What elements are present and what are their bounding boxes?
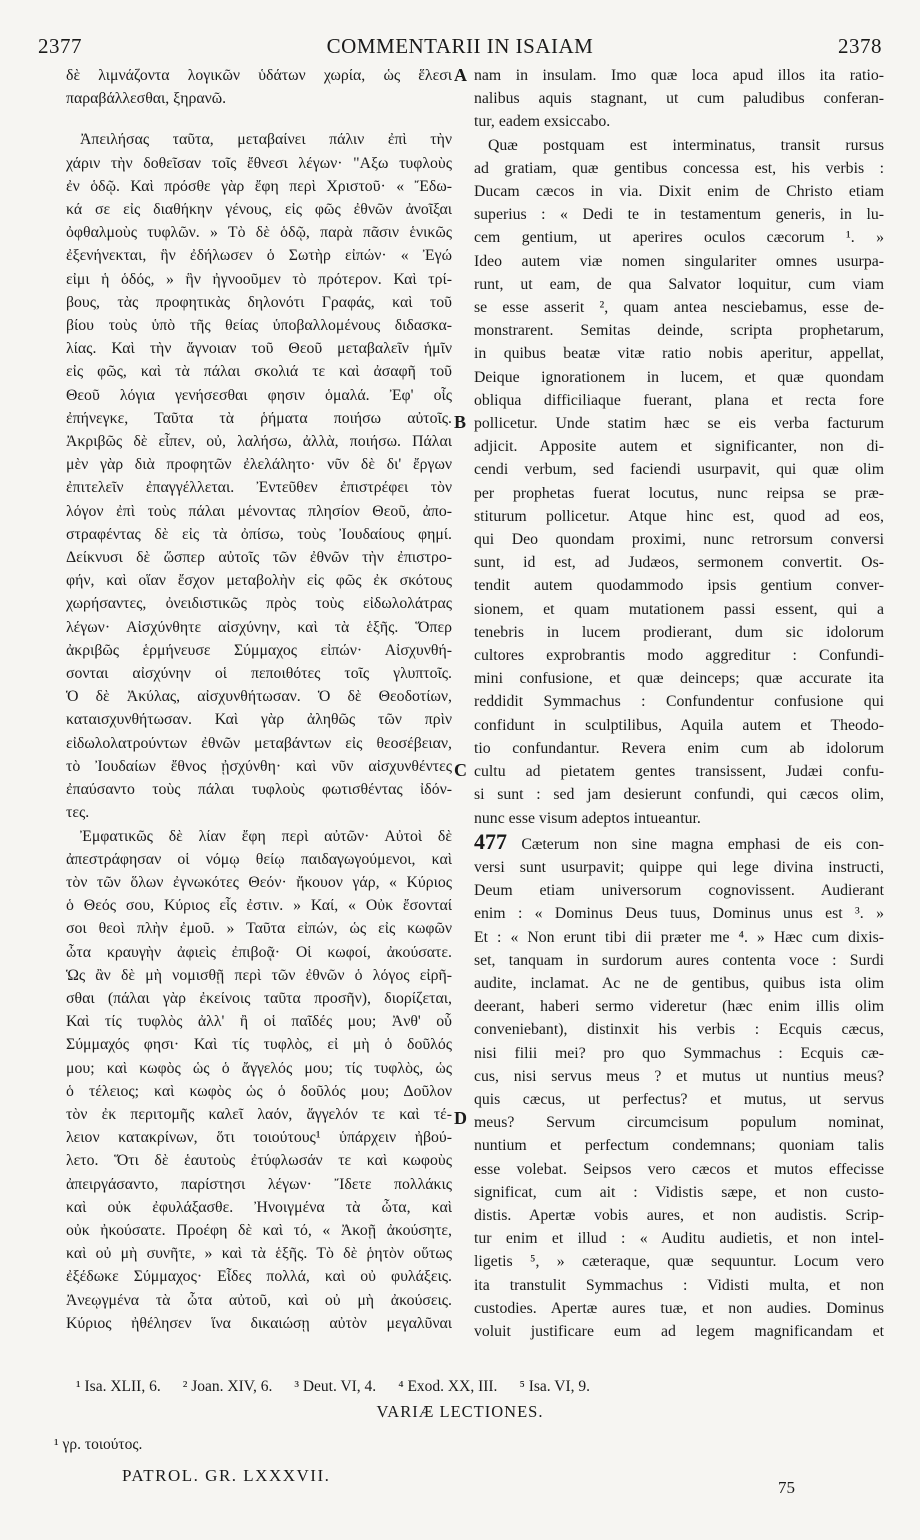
greek-line-text: Ὁ δὲ Ἀκύλας, αἰσχυνθήτωσαν. Ὁ δὲ Θεοδοτίων, <box>66 688 452 706</box>
latin-text-line <box>474 435 884 458</box>
latin-text-line <box>474 1181 884 1204</box>
greek-text-line <box>66 755 452 778</box>
greek-line-text: ἐξενήνεκται, ἣν ἐδήλωσεν ὁ Σωτὴρ εἰπών· « Ἐγώ <box>66 247 452 265</box>
latin-text-line <box>474 760 884 783</box>
latin-text-line <box>474 783 884 806</box>
latin-line-text: cultu ad pietatem gentes transissent, Judæi confu- <box>474 763 884 781</box>
latin-line-text: in quibus beatæ vitæ ratio nobis aperitur, appellat, <box>474 345 884 363</box>
greek-text-line <box>66 1196 452 1219</box>
greek-line-text: ἀκριβῶς ἑρμήνευσε Σύμμαχος εἰπών· Αἰσχυνθή- <box>66 641 452 659</box>
footnote: ³ Deut. VI, 4. <box>294 1378 377 1395</box>
latin-text-line <box>474 366 884 389</box>
greek-line-text: τὸν ἐκ περιτομῆς καλεῖ λαόν, ἄγγελόν τε καὶ τέ- <box>66 1105 452 1123</box>
greek-line-text: σονται αἰσχύνην οἱ πεποιθότες τοῖς γλυπτοῖς. <box>66 665 452 683</box>
greek-text-line <box>66 407 452 430</box>
greek-line-text: λειον κατακρίνων, ὅτι τοιούτους¹ ὑπάρχειν ἠβού- <box>66 1129 452 1147</box>
greek-line-text: χωρήσαντες, ὀνειδιστικῶς πρὸς τοὺς εἰδωλολάτρας <box>66 595 452 613</box>
greek-text-line <box>66 291 452 314</box>
latin-text-line <box>474 737 884 760</box>
greek-line-text: δὲ λιμνάζοντα λογικῶν ὑδάτων χωρία, ὡς ἕλεσι <box>66 67 452 84</box>
greek-text-line <box>66 175 452 198</box>
latin-line-text: Et : « Non erunt tibi dii præter me ⁴. » Hæc cum dixis- <box>474 928 884 946</box>
greek-line-text: Κύριος ἠθέλησεν ἵνα δικαιώσῃ αὐτὸν μεγαλῦναι <box>66 1314 452 1332</box>
greek-line-text: μου; καὶ κωφὸς ὡς ὁ ἄγγελός μου; τίς τυφλὸς, ὡς <box>66 1059 452 1077</box>
greek-line-text: ἀπειργάσαντο, παρίστησι λέγων· Ἴδετε πολλάκις <box>66 1175 452 1193</box>
greek-line-text: Ὡς ἂν δὲ μὴ νομισθῇ περὶ τῶν ἐθνῶν ὁ λόγος εἰρῆ- <box>66 966 452 984</box>
latin-line-text: nunc esse visum adeptos intueantur. <box>474 809 701 827</box>
latin-text-line <box>474 714 884 737</box>
latin-text-line <box>474 110 884 133</box>
latin-text-line <box>474 1297 884 1320</box>
latin-text-line <box>474 995 884 1018</box>
greek-text-line <box>66 987 452 1010</box>
latin-line-text: tio confundantur. Revera enim cum ab idolorum <box>474 739 884 757</box>
greek-line-text: λίας. Καὶ τὴν ἄγνοιαν τοῦ Θεοῦ μεταβαλεῖν ἡμῖν <box>66 340 452 358</box>
greek-text-line <box>66 894 452 917</box>
latin-text-line <box>474 879 884 902</box>
greek-text-line <box>66 1242 452 1265</box>
greek-text-line <box>66 476 452 499</box>
greek-line-text: ὁ Θεός σου, Κύριος εἷς ἐστιν. » Καί, « Οὐκ ἔσονταί <box>66 897 452 915</box>
footnote: ² Joan. XIV, 6. <box>182 1378 273 1395</box>
latin-line-text: sionem, et quam mutationem passi essent, qui a <box>474 600 884 618</box>
page-number-left: 2377 <box>38 34 82 58</box>
latin-line-text: obliqua difficiliaque fuerant, plana et recta fore <box>474 391 884 409</box>
latin-text-line <box>474 621 884 644</box>
latin-text-line <box>474 134 884 157</box>
latin-text-line <box>474 1250 884 1273</box>
latin-text-line <box>474 902 884 925</box>
latin-text-line <box>474 1134 884 1157</box>
greek-text-line <box>66 337 452 360</box>
greek-line-text: καταισχυνθήτωσαν. Καὶ γὰρ ἀληθῶς τῶν πρὶν <box>66 711 452 729</box>
latin-column <box>474 64 884 1343</box>
greek-text-line <box>66 708 452 731</box>
greek-text-line <box>66 1173 452 1196</box>
greek-text-line <box>66 546 452 569</box>
footnote: ¹ Isa. XLII, 6. <box>76 1378 161 1395</box>
greek-text-line <box>66 244 452 267</box>
margin-letter-c: C <box>454 760 467 780</box>
greek-text-line <box>66 64 452 87</box>
greek-text-line <box>66 1219 452 1242</box>
variae-lectiones-title: VARIÆ LECTIONES. <box>376 1402 544 1421</box>
latin-line-text: confidunt in sculptilibus, Aquila autem et Theodo- <box>474 716 884 734</box>
page-number-right: 2378 <box>838 34 882 58</box>
greek-text-line <box>66 639 452 662</box>
greek-line-text: καὶ οὐ μὴ συνῆτε, » καὶ τὰ ἑξῆς. Τὸ δὲ ῥητὸν οὕτως <box>66 1245 452 1263</box>
greek-line-text: καὶ οὐκ ἐφυλάξασθε. Ἠνοιγμένα τὰ ὦτα, καὶ <box>66 1198 452 1216</box>
latin-line-text: meus? Servum circumcisum populum nominat, <box>474 1114 884 1132</box>
latin-text-line <box>474 1088 884 1111</box>
latin-line-text: superius : « Dedi te in testamentum generis, in lu- <box>474 206 884 224</box>
greek-text-line <box>66 569 452 592</box>
signature-mark: 75 <box>778 1478 795 1497</box>
greek-text-line <box>66 1126 452 1149</box>
running-head <box>38 34 882 58</box>
greek-text-line <box>66 1289 452 1312</box>
latin-line-text: cem gentium, ut aperires oculos cæcorum ¹. » <box>474 229 884 247</box>
latin-text-line <box>474 296 884 319</box>
greek-line-text: Ἀνεῳγμένα τὰ ὦτα αὐτοῦ, καὶ οὐ μὴ ἀκούσεις. <box>66 1291 452 1309</box>
greek-text-line <box>66 128 452 151</box>
latin-text-line <box>474 273 884 296</box>
greek-text-line <box>66 268 452 291</box>
greek-line-text: Θεοῦ λόγια γενήσεσθαι φησιν ὁμαλά. Ἐφ' οἷς <box>66 386 452 404</box>
latin-line-text: nalibus aquis stagnant, ut cum paludibus conferan- <box>474 90 884 108</box>
greek-line-text: στραφέντας δὲ εἰς τὰ ὀπίσω, τοὺς Ἰουδαίους φημί. <box>66 525 452 543</box>
greek-line-text: φήν, καὶ οἵαν ἔσχον μεταβολὴν εἰς φῶς ἐκ σκότους <box>66 572 452 590</box>
latin-text-line <box>474 667 884 690</box>
greek-paragraph-break <box>66 110 452 128</box>
latin-text-line <box>474 1227 884 1250</box>
latin-text-line <box>474 1320 884 1343</box>
latin-line-text: Quæ postquam est interminatus, transit rursus <box>488 136 884 154</box>
column-number: 477 <box>474 829 507 854</box>
latin-line-text: tendit autem quodammodo ipsis gentium conver- <box>474 577 884 595</box>
latin-line-text: Deum etiam universorum cognovissent. Audierant <box>474 882 884 900</box>
greek-line-text: τὸ Ἰουδαίων ἔθνος ᾐσχύνθη· καὶ νῦν αἰσχυνθέντες <box>66 757 452 775</box>
latin-text-line <box>474 972 884 995</box>
latin-line-text: sunt, id est, ad Judæos, sermonem convertit. Os- <box>474 554 884 572</box>
latin-text-line <box>474 1065 884 1088</box>
greek-line-text: παραβάλλεσθαι, ξηρανῶ. <box>66 90 227 108</box>
greek-text-line <box>66 964 452 987</box>
greek-line-text: τες. <box>66 804 90 822</box>
latin-text-line <box>474 1204 884 1227</box>
variant-reading: ¹ γρ. τοιούτος. <box>54 1436 143 1453</box>
greek-line-text: Ἀπειλήσας ταῦτα, μεταβαίνει πάλιν ἐπὶ τὴν <box>80 131 452 149</box>
greek-line-text: ὁ τέλειος; καὶ κωφὸς ὡς ὁ δοῦλός μου; Δοῦλον <box>66 1082 452 1100</box>
latin-line-text: tur, eadem exsiccabo. <box>474 113 611 131</box>
greek-text-line <box>66 732 452 755</box>
latin-line-text: reddidit Symmachus : Confundentur confusione qui <box>474 693 884 711</box>
latin-line-text: audite, inclamat. Ac ne de gentibus, quibus ista olim <box>474 974 884 992</box>
greek-line-text: ἐξέδωκε Σύμμαχος· Εἶδες πολλά, καὶ οὐ φυλάξεις. <box>66 1268 452 1286</box>
greek-text-line <box>66 198 452 221</box>
latin-text-line <box>474 574 884 597</box>
latin-line-text: stiturum pollicetur. Atque hinc est, quod ad eos, <box>474 507 884 525</box>
latin-text-line <box>474 528 884 551</box>
latin-text-line <box>474 203 884 226</box>
latin-text-line <box>474 180 884 203</box>
margin-letter-b: B <box>454 412 467 432</box>
greek-line-text: οὐκ ἠκούσατε. Προέφη δὲ καὶ τό, « Ἀκοῇ ἀκούσητε, <box>66 1221 452 1239</box>
greek-line-text: τὸν τῶν ὅλων ἐγνωκότες Θεόν· ἤκουον γάρ, « Κύριος <box>66 873 452 891</box>
greek-line-text: Σύμμαχός φησι· Καὶ τίς τυφλὸς, εἰ μὴ ὁ δοῦλός <box>66 1036 452 1054</box>
latin-line-text: ita transtulit Symmachus : Vidisti multa, et non <box>474 1276 884 1294</box>
latin-line-text: nuntium et perfectum condemnans; quoniam talis <box>474 1137 884 1155</box>
latin-line-text: cendi verbum, sed faciendi usurpavit, qui quæ olim <box>474 461 884 479</box>
greek-text-line <box>66 1033 452 1056</box>
latin-line-text: conveniebant), distinxit his verbis : Ecquis cæcus, <box>474 1021 884 1039</box>
greek-line-text: Ἐμφατικῶς δὲ λίαν ἔφη περὶ αὐτῶν· Αὐτοὶ δὲ <box>80 827 452 845</box>
latin-line-text: enim : « Dominus Deus tuus, Dominus unus est ³. » <box>474 905 884 923</box>
latin-line-text: pollicetur. Unde statim hæc se eis verba facturum <box>474 415 884 433</box>
latin-line-text: mini confusione, et quæ deinceps; quæ accurate ita <box>474 670 884 688</box>
latin-text-line <box>474 926 884 949</box>
greek-text-line <box>66 1312 452 1335</box>
latin-text-line <box>474 1274 884 1297</box>
greek-text-line <box>66 453 452 476</box>
greek-text-line <box>66 778 452 801</box>
latin-text-line <box>474 389 884 412</box>
latin-line-text: per prophetas fuerat locutus, nunc reipsa se præ- <box>474 484 884 502</box>
page-title: COMMENTARII IN ISAIAM <box>326 34 594 58</box>
latin-text-line <box>474 598 884 621</box>
latin-line-text: versi sunt usurpavit; quippe qui lege divina instructi, <box>474 858 884 876</box>
greek-line-text: σθαι (πάλαι γὰρ ἐκείνοις ταῦτα προσῆν), διορίζεται, <box>66 989 452 1007</box>
latin-line-text: quis cæcus, ut perfectus? et mutus, ut servus <box>474 1090 884 1108</box>
greek-line-text: Ἀκριβῶς δὲ εἶπεν, οὐ, λαλήσω, ἀλλὰ, ποιήσω. Πάλαι <box>66 433 452 451</box>
latin-line-text: qui Deo quondam proximi, nunc retrorsum conversi <box>474 531 884 549</box>
greek-line-text: μὲν γὰρ διὰ προφητῶν ἐλελάλητο· νῦν δὲ δι' ἔργων <box>66 456 452 474</box>
greek-line-text: λέγων· Αἰσχύνθητε αἰσχύνην, καὶ τὰ ἑξῆς. Ὅπερ <box>66 618 452 636</box>
margin-letter-a: A <box>454 65 467 85</box>
latin-text-line <box>474 690 884 713</box>
greek-line-text: σοι θεοὶ πλὴν ἐμοῦ. » Ταῦτα εἰπών, ὡς εἰς κωφῶν <box>66 920 452 938</box>
latin-text-line <box>474 64 884 87</box>
margin-letter-d: D <box>454 1108 467 1128</box>
greek-line-text: βους, τὰς προφητικὰς δηλονότι Γραφάς, καὶ τοῦ <box>66 293 452 311</box>
latin-line-text: tenebris in lucem prodierant, dum sic idolorum <box>474 623 884 641</box>
greek-text-line <box>66 801 452 824</box>
latin-line-text: Cæterum non sine magna emphasi de eis con- <box>521 835 884 853</box>
greek-text-line <box>66 384 452 407</box>
latin-text-line <box>474 830 884 856</box>
latin-text-line <box>474 412 884 435</box>
greek-text-line <box>66 871 452 894</box>
greek-column <box>66 64 452 1335</box>
latin-text-line <box>474 87 884 110</box>
greek-line-text: ἐπαύσαντο τοὺς πάλαι τυφλοὺς φωτισθέντας ἰδόν- <box>66 781 452 799</box>
latin-line-text: monstrarent. Semitas deinde, scripta prophetarum, <box>474 322 884 340</box>
latin-line-text: ad gratiam, quæ gentibus concessa est, his verbis : <box>474 159 884 177</box>
footnotes <box>76 1378 886 1396</box>
greek-text-line <box>66 152 452 175</box>
greek-line-text: Δείκνυσι δὲ ὥσπερ αὐτοῖς τῶν ἐθνῶν τὴν ἐπιστρο- <box>66 549 452 567</box>
greek-line-text: ἐπήνεγκε, Ταῦτα τὰ ῥήματα ποιήσω αὐτοῖς. <box>66 409 452 427</box>
latin-line-text: se esse asserit ², quam antea nesciebamus, esse de- <box>474 299 884 317</box>
greek-text-line <box>66 662 452 685</box>
greek-line-text: ὦτα κραυγὴν ἀφιεὶς ἐπιβοᾷ· Οἱ κωφοί, ἀκούσατε. <box>66 943 452 961</box>
latin-line-text: custodies. Apertæ aures tuæ, et non audies. Dominus <box>474 1299 884 1317</box>
latin-text-line <box>474 342 884 365</box>
latin-text-line <box>474 1018 884 1041</box>
latin-text-line <box>474 505 884 528</box>
latin-line-text: distis. Apertæ vobis aures, et non audistis. Scrip- <box>474 1206 884 1224</box>
greek-line-text: εἰδωλολατρούντων ἐθνῶν μεταβάντων εἰς θεοσέβειαν, <box>66 734 452 752</box>
latin-text-line <box>474 949 884 972</box>
greek-text-line <box>66 1149 452 1172</box>
latin-text-line <box>474 644 884 667</box>
greek-text-line <box>66 87 452 110</box>
latin-line-text: Ideo autem viæ nomen singulariter omnes usurpa- <box>474 252 884 270</box>
latin-line-text: adjicit. Apposite autem et significanter, non di- <box>474 438 884 456</box>
greek-text-line <box>66 1080 452 1103</box>
greek-line-text: κά σε εἰς διαθήκην γένους, εἰς φῶς ἐθνῶν ἀνοῖξαι <box>66 201 452 219</box>
footnote: ⁴ Exod. XX, III. <box>398 1378 498 1395</box>
greek-text-line <box>66 1265 452 1288</box>
latin-line-text: set, tanquam in surdorum aures contenta voce : Surdi <box>474 951 884 969</box>
greek-text-line <box>66 1010 452 1033</box>
latin-line-text: Deique ignorationem in lucem, et quæ quondam <box>474 368 884 386</box>
latin-line-text: significat, cum ait : Vidistis sæpe, et non custo- <box>474 1183 884 1201</box>
greek-text-line <box>66 592 452 615</box>
latin-line-text: voluit justificare eum ad legem magnificandam et <box>474 1322 884 1340</box>
greek-text-line <box>66 221 452 244</box>
greek-text-line <box>66 523 452 546</box>
latin-text-line <box>474 856 884 879</box>
greek-text-line <box>66 314 452 337</box>
latin-text-line <box>474 157 884 180</box>
latin-line-text: runt, ut eam, de qua Salvator loquitur, cum viam <box>474 275 884 293</box>
greek-line-text: βίου τοὺς ὑπὸ τῆς θείας ὑποβαλλομένους διδασκα- <box>66 317 452 335</box>
latin-line-text: cultores exprobrantis modo aggreditur : Confundi- <box>474 647 884 665</box>
greek-line-text: λετο. Ὅτι δὲ ἑαυτοὺς ἐτύφλωσάν τε καὶ κωφοὺς <box>66 1152 452 1170</box>
patrologia-signature: PATROL. GR. LXXXVII. <box>122 1466 331 1485</box>
latin-line-text: tur enim et illud : « Auditu audietis, et non intel- <box>474 1230 884 1248</box>
greek-text-line <box>66 685 452 708</box>
latin-text-line <box>474 807 884 830</box>
latin-line-text: ligetis ⁵, » cæteraque, quæ sequuntur. Locum vero <box>474 1253 884 1271</box>
latin-line-text: nam in insulam. Imo quæ loca apud illos ita ratio- <box>474 67 884 84</box>
greek-line-text: ἀπεστράφησαν οἱ νόμῳ θείῳ παιδαγωγούμενοι, καὶ <box>66 850 452 868</box>
greek-text-line <box>66 1103 452 1126</box>
latin-text-line <box>474 226 884 249</box>
latin-line-text: deerant, haberi sermo videretur (hæc enim illis olim <box>474 998 884 1016</box>
latin-text-line <box>474 319 884 342</box>
latin-text-line <box>474 1042 884 1065</box>
latin-line-text: nisi filii mei? pro quo Symmachus : Ecquis cæ- <box>474 1044 884 1062</box>
greek-line-text: ὀφθαλμοὺς τυφλῶν. » Τὸ δὲ ὁδῷ, παρὰ πᾶσιν ἑνικῶς <box>66 224 452 242</box>
greek-line-text: ἐν ὁδῷ. Καὶ πρόσθε γὰρ ἔφη περὶ Χριστοῦ· « Ἔδω- <box>66 177 452 195</box>
greek-text-line <box>66 941 452 964</box>
greek-text-line <box>66 360 452 383</box>
greek-text-line <box>66 848 452 871</box>
latin-line-text: esse volebat. Seipsos vero cæcos et mutos effecisse <box>474 1160 884 1178</box>
greek-line-text: λόγον ἐπὶ τοὺς πάλαι μένοντας πλησίον Θεοῦ, ἀπο- <box>66 502 452 520</box>
greek-line-text: εἰμι ἡ ὁδός, » ἣν ἠγνοοῦμεν τὸ πρότερον. Καὶ τρί- <box>66 270 452 288</box>
latin-text-line <box>474 551 884 574</box>
greek-text-line <box>66 430 452 453</box>
latin-text-line <box>474 1111 884 1134</box>
latin-text-line <box>474 482 884 505</box>
greek-text-line <box>66 500 452 523</box>
footnote: ⁵ Isa. VI, 9. <box>519 1378 590 1395</box>
latin-line-text: Ducam cæcos in via. Dixit enim de Christo etiam <box>474 183 884 201</box>
latin-line-text: cus, nisi servus meus ? et mutus ut nuntius meus? <box>474 1067 884 1085</box>
latin-text-line <box>474 250 884 273</box>
greek-text-line <box>66 616 452 639</box>
latin-text-line <box>474 1158 884 1181</box>
greek-line-text: ἐπιτελεῖν ἐπαγγέλλεται. Ἐντεῦθεν ἐπιστρέφει τὸν <box>66 479 452 497</box>
greek-text-line <box>66 825 452 848</box>
latin-text-line <box>474 458 884 481</box>
greek-line-text: εἰς φῶς, καὶ τὰ πάλαι σκολιά τε καὶ ἀσαφῆ τοῦ <box>66 363 452 381</box>
latin-line-text: si sunt : sed jam desierunt confundi, qui cæcos olim, <box>474 786 884 804</box>
greek-text-line <box>66 1057 452 1080</box>
greek-text-line <box>66 917 452 940</box>
greek-line-text: Καὶ τίς τυφλὸς ἀλλ' ἢ οἱ παῖδές μου; Ἀνθ' οὗ <box>66 1013 452 1031</box>
greek-line-text: χάριν τὴν δοθεῖσαν τοῖς ἔθνεσι λέγων· "Αξω τυφλοὺς <box>66 154 452 172</box>
